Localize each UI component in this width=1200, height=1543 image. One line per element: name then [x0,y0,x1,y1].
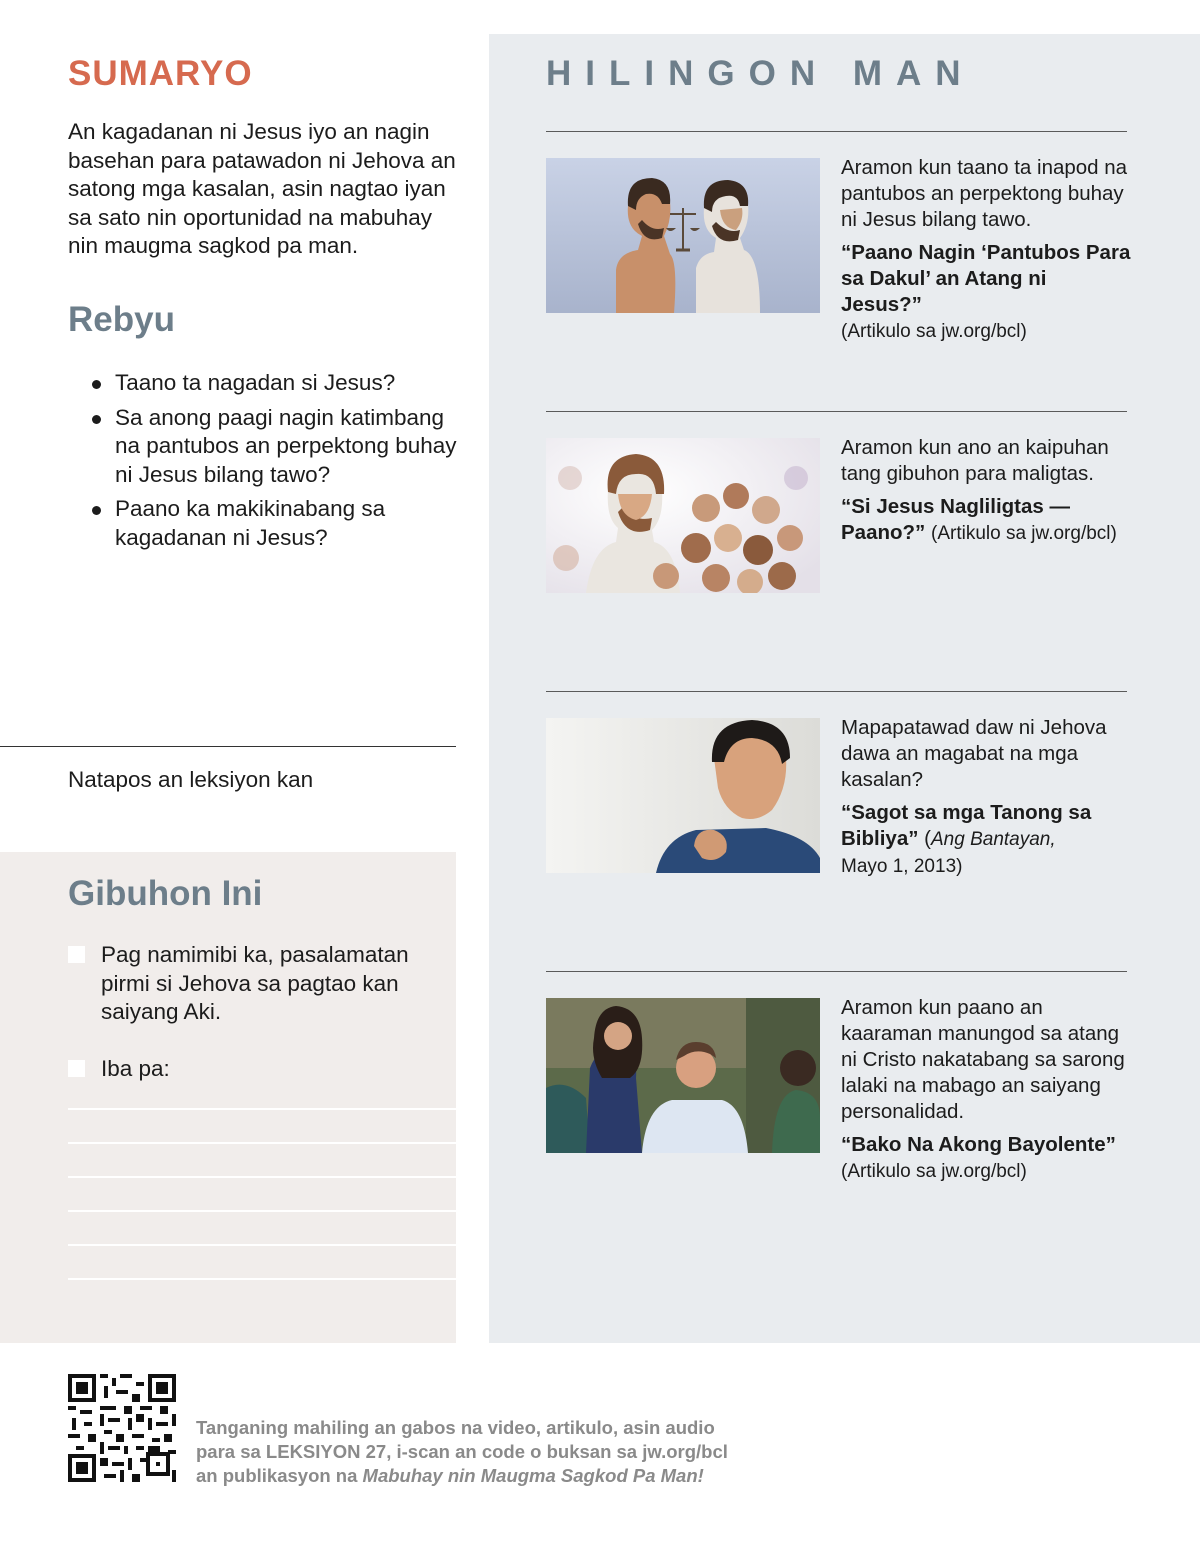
article-source: (Artikulo sa jw.org/bcl) [841,1161,1027,1182]
jesus-with-people-image[interactable] [546,438,820,593]
footer-line: Tanganing mahiling an gabos na video, artikulo, asin audio [196,1417,715,1438]
bullet-icon [92,415,101,424]
task-item[interactable] [68,941,448,1027]
bullet-icon [92,380,101,389]
article-title-link[interactable]: “Bako Na Akong Bayolente” [841,1133,1116,1156]
item-reference[interactable] [841,240,1131,345]
write-line[interactable] [68,1210,456,1212]
item-reference[interactable] [841,494,1131,547]
review-question: Sa anong paagi nagin katimbang na pantubos an perpektong buhay ni Jesus bilang tawo? [92,404,464,490]
article-title-link[interactable]: “Paano Nagin ‘Pantubos Para sa Dakul’ an Atang ni Jesus?” [841,241,1131,316]
task-item-other[interactable] [68,1055,448,1084]
qr-code-icon[interactable] [68,1374,176,1482]
divider [546,691,1127,692]
review-question-list [92,369,464,558]
summary-text: An kagadanan ni Jesus iyo an nagin basehan para patawadon ni Jehova an satong mga kasalan, asin nagtao iyan sa sato nin oportunidad na mabuhay nin maugma sagkod pa man. [68,119,456,258]
item-description: Aramon kun ano an kaipuhan tang gibuhon para maligtas. [841,436,1109,485]
divider [546,411,1127,412]
item-description: Mapapatawad daw ni Jehova dawa an magabat na mga kasalan? [841,716,1107,791]
explore-item [841,995,1131,1185]
article-source-open: ( [918,827,931,850]
checkbox-icon[interactable] [68,946,85,963]
tasks-panel [0,852,456,1343]
magazine-name: Ang Bantayan, [931,829,1056,850]
explore-item [841,155,1131,345]
footer-line: an publikasyon na [196,1465,363,1486]
footer-line: para sa LEKSIYON 27, i-scan an code o buksan sa jw.org/bcl [196,1441,728,1462]
lesson-completed-label: Natapos an leksiyon kan [68,767,314,792]
two-men-scales-image[interactable] [546,158,820,313]
man-praying-image[interactable] [546,718,820,873]
tasks-heading: Gibuhon Ini [68,874,263,913]
article-source: (Artikulo sa jw.org/bcl) [931,523,1117,544]
divider [546,131,1127,132]
article-title-link[interactable]: “Si Jesus Nagliligtas —Paano?” [841,495,1070,544]
write-line[interactable] [68,1176,456,1178]
write-line[interactable] [68,1142,456,1144]
task-text: Pag namimibi ka, pasalamatan pirmi si Jehova sa pagtao kan saiyang Aki. [101,942,409,1024]
article-date: Mayo 1, 2013) [841,856,963,877]
write-line[interactable] [68,1244,456,1246]
review-heading: Rebyu [68,300,175,339]
divider [0,746,456,747]
write-line[interactable] [68,1278,456,1280]
item-description: Aramon kun paano an kaaraman manungod sa atang ni Cristo nakatabang sa sarong lalaki na mabago an saiyang personalidad. [841,996,1125,1123]
checkbox-icon[interactable] [68,1060,85,1077]
bullet-icon [92,506,101,515]
publication-title: Mabuhay nin Maugma Sagkod Pa Man! [362,1465,704,1486]
task-text: Iba pa: [101,1056,170,1081]
explore-heading: HILINGON MAN [546,54,975,93]
article-source: (Artikulo sa jw.org/bcl) [841,321,1027,342]
item-reference[interactable] [841,1132,1131,1185]
item-reference[interactable] [841,800,1131,880]
explore-item [841,715,1131,880]
footer-note [196,1416,756,1488]
item-description: Aramon kun taano ta inapod na pantubos an perpektong buhay ni Jesus bilang tawo. [841,156,1128,231]
article-title-link[interactable]: “Sagot sa mga Tanong sa Bibliya” [841,801,1092,850]
man-talking-group-image[interactable] [546,998,820,1153]
review-question: Paano ka makikinabang sa kagadanan ni Jesus? [92,495,464,552]
summary-heading: SUMARYO [68,54,253,93]
write-line[interactable] [68,1108,456,1110]
divider [546,971,1127,972]
explore-item [841,435,1131,547]
review-question: Taano ta nagadan si Jesus? [92,369,464,398]
